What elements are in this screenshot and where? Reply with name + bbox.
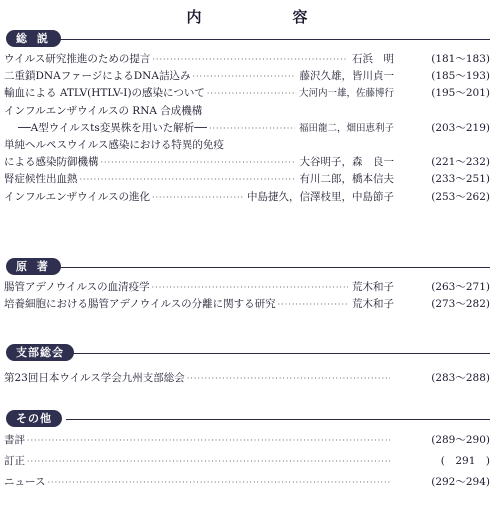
leader-dots [209, 120, 295, 137]
entry-pages: (263～271) [431, 281, 490, 293]
section-rule [44, 267, 490, 268]
section-header [4, 344, 490, 362]
entry-pages: (292～294) [431, 476, 490, 489]
entry-title: による感染防御機構 [4, 156, 99, 169]
leader-dots [101, 154, 296, 171]
page-title: 内 容 [186, 8, 346, 26]
toc-entry[interactable] [4, 85, 490, 102]
entry-title: 第23回日本ウイルス学会九州支部総会 [4, 372, 185, 384]
toc-entry[interactable] [4, 189, 490, 206]
section-rule [66, 419, 490, 420]
section-label: その他 [6, 410, 62, 427]
leader-dots [80, 171, 296, 188]
toc-entry[interactable] [4, 453, 490, 470]
entry-title: ──A型ウイルスts変異株を用いた解析── [18, 121, 207, 134]
leader-dots [47, 474, 390, 491]
entry-title: 培養細胞における腸管アデノウイルスの分離に関する研究 [4, 298, 276, 311]
entry-author: 藤沢久雄，皆川貞一 [299, 70, 394, 83]
section-header [4, 410, 490, 428]
leader-dots [27, 453, 390, 470]
entry-pages: (221～232) [431, 156, 490, 169]
section-original-articles [4, 258, 490, 313]
entry-title: ウイルス研究推進のための提言 [4, 53, 151, 65]
entry-title: インフルエンザウイルスの RNA 合成機構 [4, 104, 203, 117]
entry-pages: (289～290) [431, 434, 490, 446]
leader-dots [192, 68, 295, 85]
toc-entry[interactable] [4, 51, 490, 68]
toc-entry[interactable] [4, 171, 490, 188]
toc-entry[interactable] [4, 370, 490, 387]
entry-author: 荒木和子 [352, 298, 394, 311]
entry-pages: (185～193) [431, 70, 490, 83]
toc-entry[interactable] [4, 474, 490, 491]
section-review [4, 30, 490, 206]
section-header [4, 30, 490, 48]
section-header [4, 258, 490, 276]
toc-entry[interactable] [4, 279, 490, 296]
entry-author: 大河内一雄，佐藤博行 [298, 88, 394, 100]
entry-title: 書評 [4, 434, 25, 446]
leader-dots [27, 432, 390, 449]
entry-pages: ( 291 ) [440, 455, 490, 468]
leader-dots [207, 85, 295, 102]
entry-pages: (283～288) [431, 372, 490, 384]
toc-entry[interactable] [4, 296, 490, 313]
leader-dots [187, 370, 390, 387]
toc-entry[interactable] [4, 432, 490, 449]
entry-title: ニュース [4, 476, 46, 489]
entry-author: 中島捷久，信澤枝里，中島節子 [247, 190, 394, 203]
entry-pages: (273～282) [431, 298, 490, 311]
leader-dots [152, 189, 243, 206]
section-label: 原 著 [6, 258, 61, 275]
toc-entry[interactable] [4, 137, 490, 154]
entry-author: 有川二郎，橋本信夫 [299, 173, 394, 186]
entry-title: 単純ヘルペスウイルス感染における特異的免疫 [4, 139, 224, 152]
entry-pages: (253～262) [431, 190, 490, 203]
toc-entry[interactable] [4, 68, 490, 85]
entry-title: インフルエンザウイルスの進化 [4, 190, 150, 203]
entry-title: 訂正 [4, 455, 25, 468]
entry-pages: (203～219) [431, 121, 490, 134]
section-others [4, 410, 490, 492]
entry-title: 腸管アデノウイルスの血清疫学 [4, 281, 150, 293]
entry-author: 福田龍二，畑田恵利子 [298, 122, 394, 134]
entry-title: 輸血による ATLV(HTLV-I)の感染について [4, 87, 205, 100]
entry-title: 腎症候性出血熱 [4, 173, 78, 186]
toc-entry[interactable] [4, 154, 490, 171]
section-branch-meeting [4, 344, 490, 387]
toc-entry[interactable] [4, 120, 490, 137]
leader-dots [152, 51, 348, 68]
entry-title: 二重鎖DNAファージによるDNA詰込み [4, 70, 191, 83]
entry-pages: (181～183) [431, 53, 490, 65]
entry-pages: (233～251) [431, 173, 490, 186]
section-rule [44, 39, 490, 40]
entry-author: 大谷明子，森 良一 [299, 156, 394, 169]
entry-author: 荒木和子 [352, 281, 394, 293]
entry-pages: (195～201) [431, 87, 490, 100]
section-label: 支部総会 [6, 344, 74, 361]
entry-author: 石浜 明 [352, 53, 394, 65]
toc-entry[interactable] [4, 103, 490, 120]
leader-dots [152, 279, 348, 296]
section-label: 総 説 [6, 30, 61, 47]
section-rule [66, 353, 490, 354]
leader-dots [278, 296, 348, 313]
